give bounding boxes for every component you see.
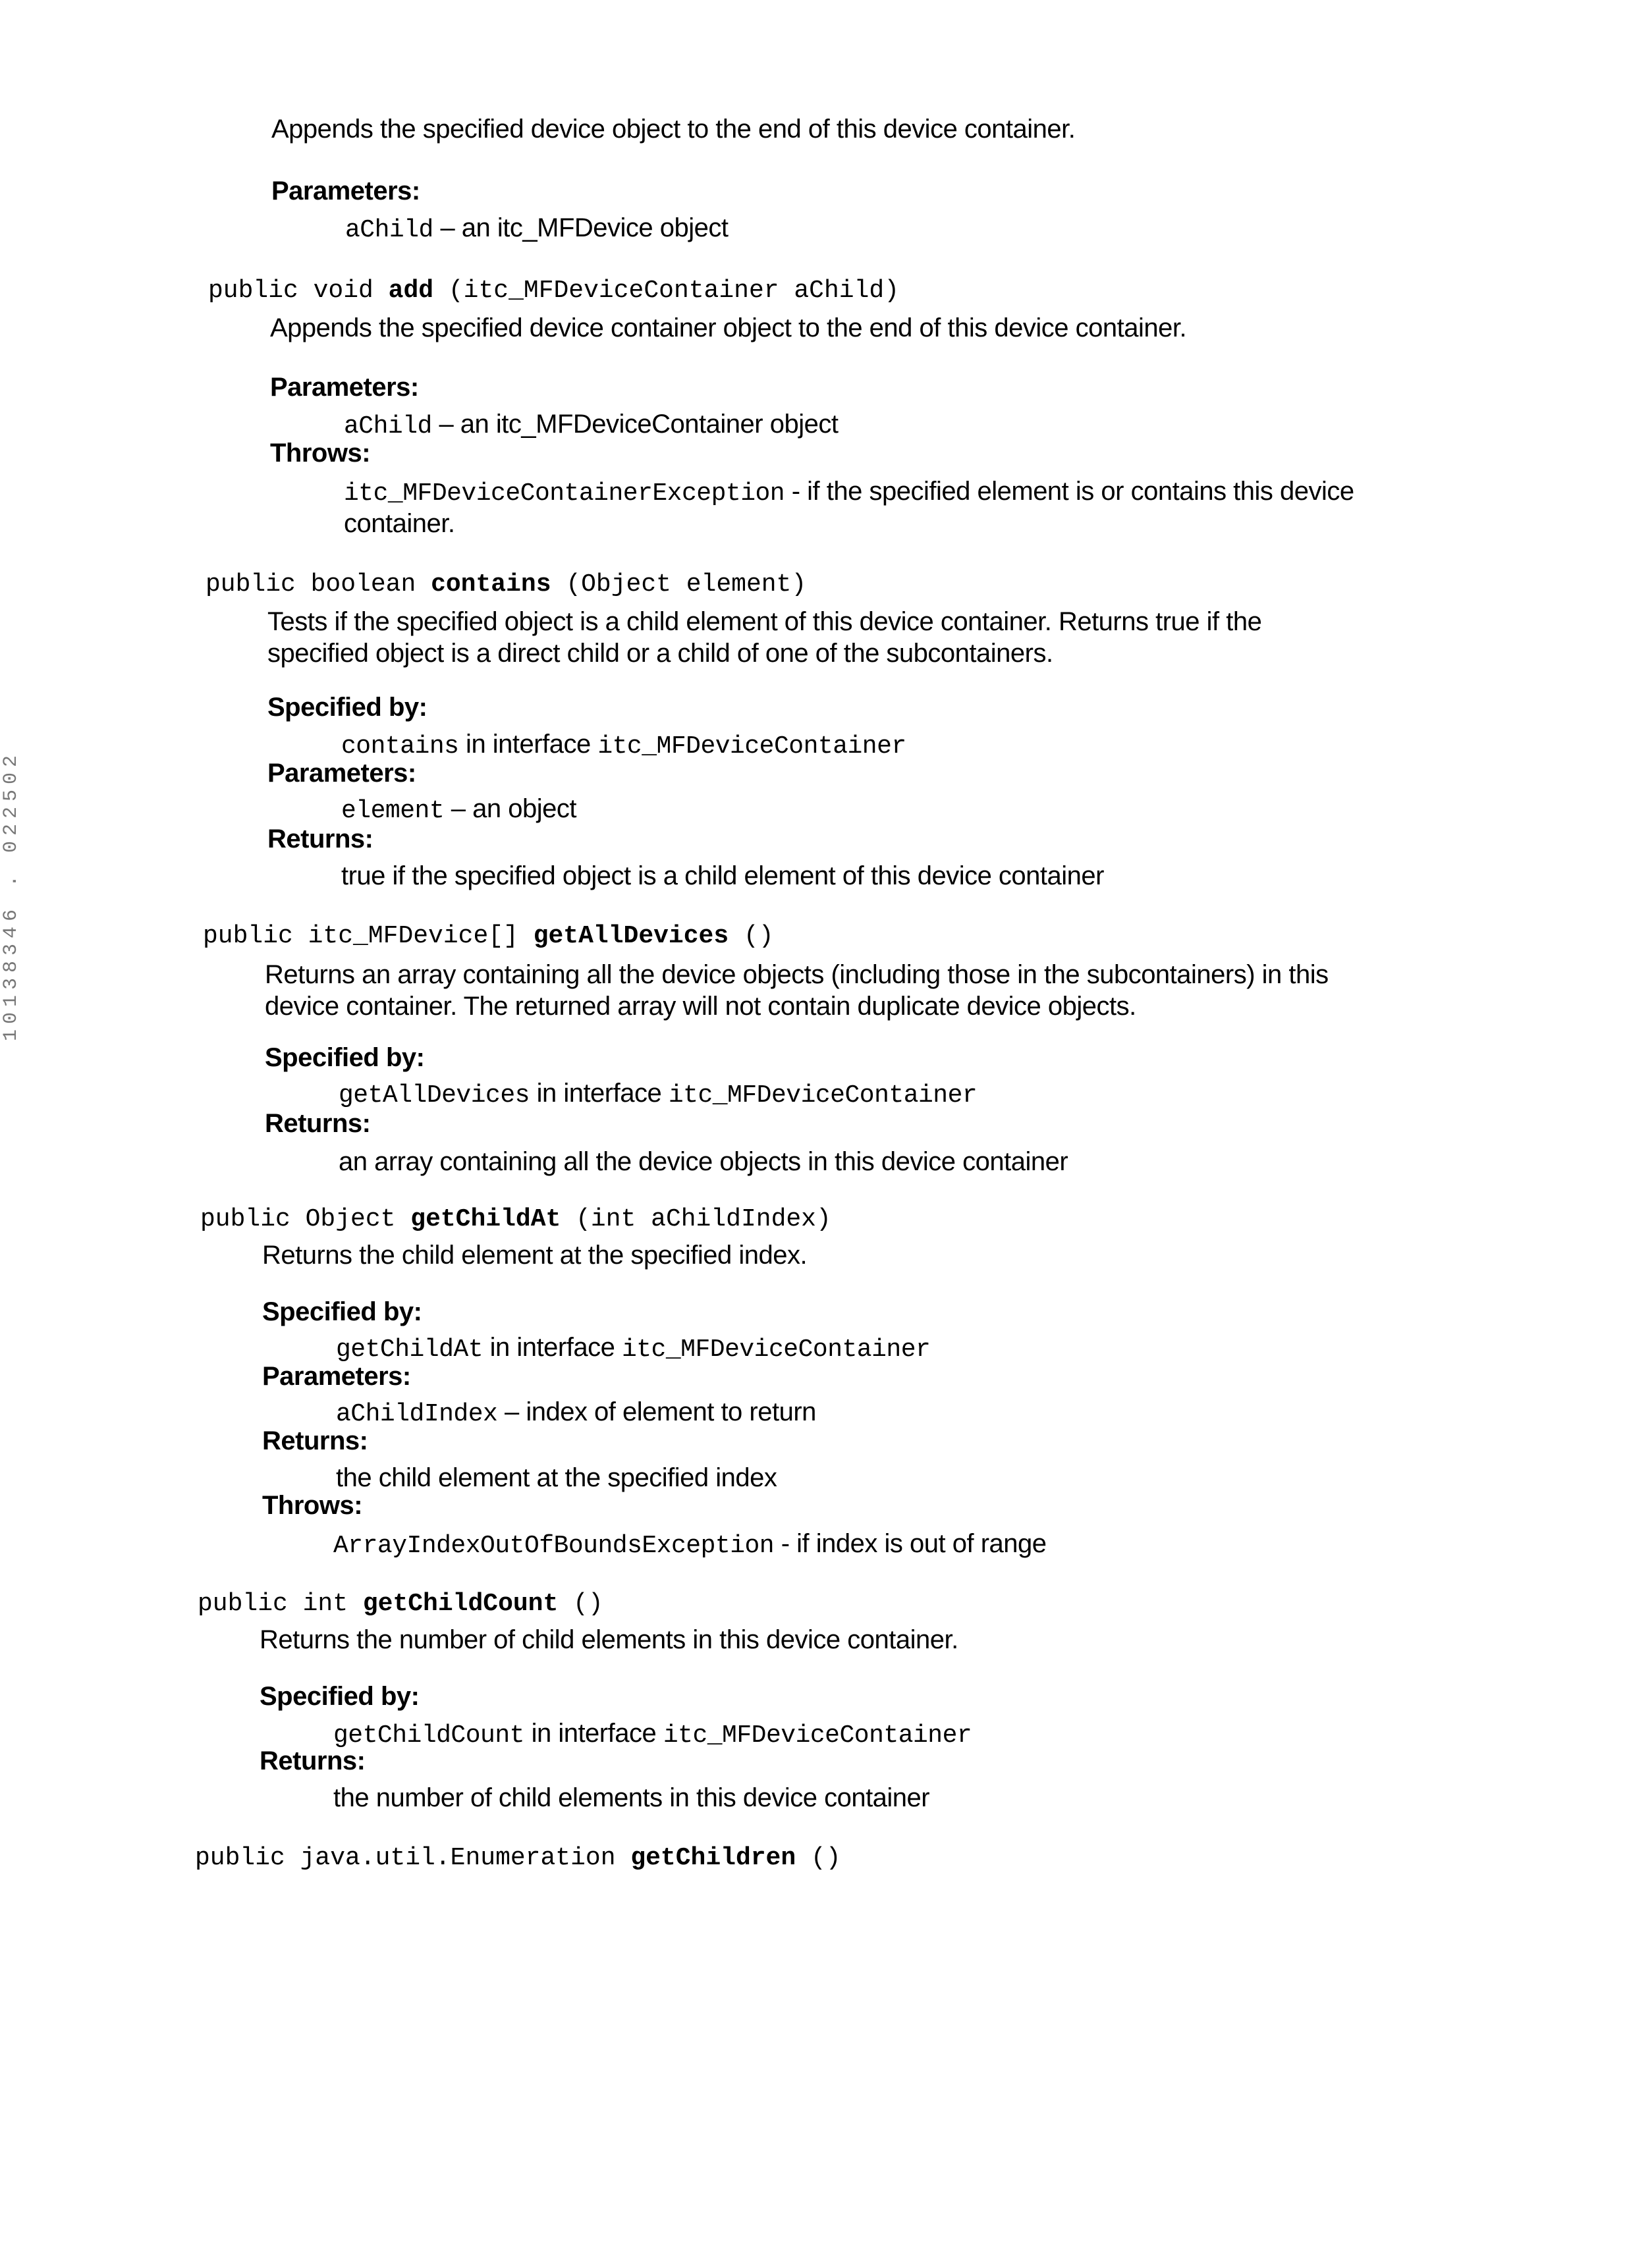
get-child-at-throws-label: Throws:	[262, 1491, 363, 1520]
get-child-count-specified: getChildCount in interface itc_MFDeviceContainer	[333, 1719, 972, 1750]
get-child-at-returns: the child element at the specified index	[336, 1463, 777, 1492]
contains-specified-label: Specified by:	[267, 693, 427, 722]
add-container-throws-label: Throws:	[270, 439, 371, 468]
contains-parameters-label: Parameters:	[267, 759, 416, 788]
add-container-param: aChild – an itc_MFDeviceContainer object	[344, 410, 839, 441]
add-container-throws: itc_MFDeviceContainerException - if the specified element is or contains this device container.	[344, 477, 1354, 538]
get-child-count-signature: public int getChildCount ()	[198, 1590, 603, 1618]
add-device-param	[345, 212, 729, 244]
get-child-at-specified: getChildAt in interface itc_MFDeviceContainer	[336, 1333, 931, 1364]
get-child-count-returns: the number of child elements in this device container	[333, 1783, 930, 1812]
method-name: add	[388, 277, 434, 305]
param-name: aChild	[345, 216, 433, 244]
get-child-count-returns-label: Returns:	[260, 1746, 366, 1775]
add-container-description: Appends the specified device container object to the end of this device container.	[270, 313, 1187, 342]
get-child-count-specified-label: Specified by:	[260, 1682, 420, 1711]
contains-specified: contains in interface itc_MFDeviceContainer	[341, 730, 906, 761]
contains-returns: true if the specified object is a child element of this device container	[341, 861, 1104, 890]
get-all-devices-specified-label: Specified by:	[265, 1043, 425, 1072]
get-child-at-throws: ArrayIndexOutOfBoundsException - if index is out of range	[333, 1529, 1047, 1560]
add-container-signature: public void add (itc_MFDeviceContainer aChild)	[208, 277, 899, 305]
side-stamp: 10138346 . 022502	[0, 749, 22, 1042]
contains-returns-label: Returns:	[267, 824, 373, 853]
add-device-description: Appends the specified device object to the end of this device container.	[271, 115, 1076, 144]
param-desc: – an itc_MFDevice object	[433, 213, 729, 242]
get-all-devices-description: Returns an array containing all the device objects (including those in the subcontainers) in this device container. The returned array will not contain duplicate device objects.	[265, 960, 1329, 1021]
contains-signature: public boolean contains (Object element)	[206, 570, 807, 599]
get-child-count-description: Returns the number of child elements in this device container.	[260, 1625, 958, 1654]
get-child-at-specified-label: Specified by:	[262, 1297, 422, 1326]
get-child-at-param: aChildIndex – index of element to return	[336, 1397, 816, 1428]
get-child-at-description: Returns the child element at the specified index.	[262, 1241, 808, 1270]
get-all-devices-returns: an array containing all the device objects in this device container	[339, 1147, 1068, 1176]
get-child-at-parameters-label: Parameters:	[262, 1362, 411, 1391]
get-all-devices-signature: public itc_MFDevice[] getAllDevices ()	[203, 922, 774, 950]
get-children-signature: public java.util.Enumeration getChildren ()	[195, 1844, 841, 1872]
get-child-at-signature: public Object getChildAt (int aChildIndex)	[200, 1205, 831, 1233]
get-all-devices-specified: getAllDevices in interface itc_MFDeviceContainer	[339, 1079, 978, 1110]
add-container-parameters-label: Parameters:	[270, 373, 419, 402]
get-all-devices-returns-label: Returns:	[265, 1109, 371, 1138]
add-device-parameters-label: Parameters:	[271, 176, 420, 205]
contains-description: Tests if the specified object is a child element of this device container. Returns true if the specified object is a direct child or a child of one of the subcontainers.	[267, 607, 1262, 668]
get-child-at-returns-label: Returns:	[262, 1426, 368, 1455]
contains-param: element – an object	[341, 794, 576, 825]
